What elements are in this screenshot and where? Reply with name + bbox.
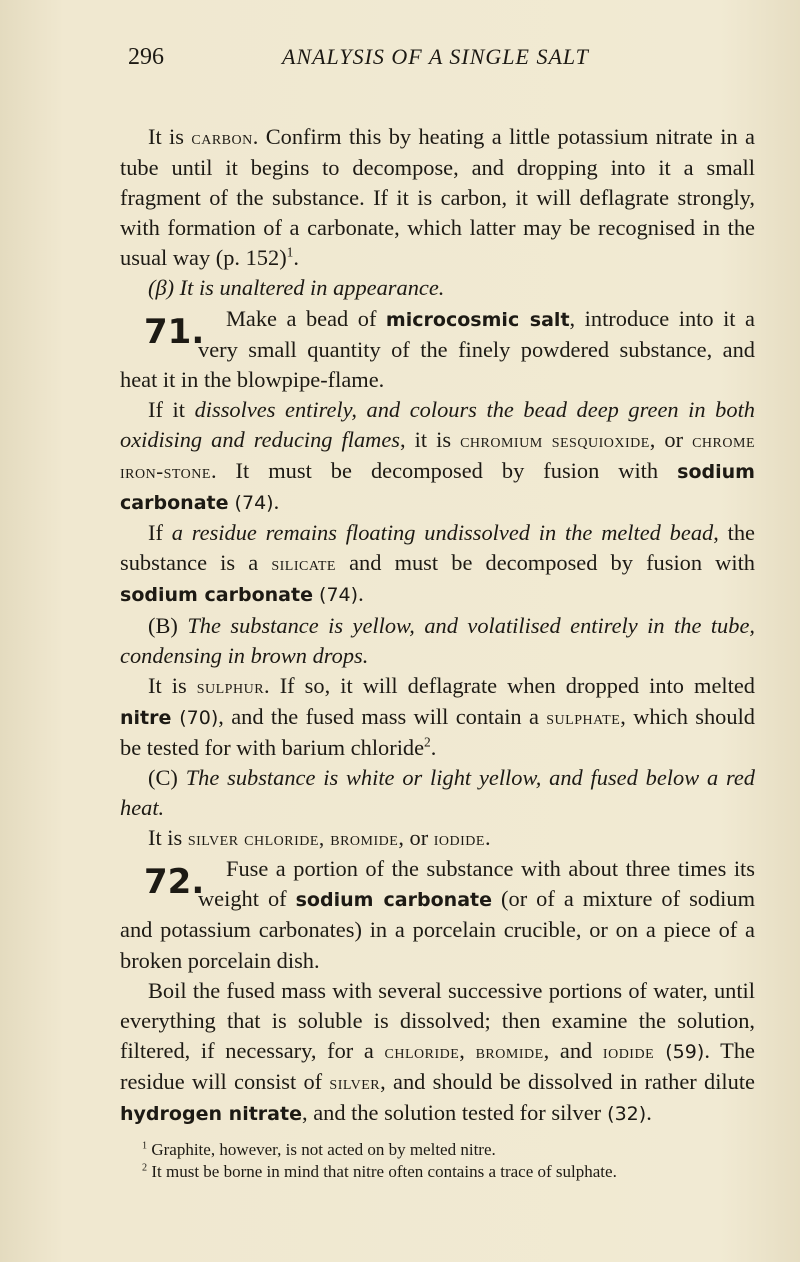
- paragraph-B: (B) The substance is yellow, and volatilised entirely in the tube, condensing in brown drops.: [120, 612, 755, 668]
- paragraph-silver: It is silver chloride, bromide, or iodide.: [148, 825, 491, 851]
- page-number: 296: [128, 44, 164, 70]
- footnote-ref-2: 2: [424, 734, 431, 750]
- paragraph-sulphur: It is sulphur. If so, it will deflagrate when dropped into melted nitre (70), and the fused mass will contain a sulphate, which should be tested for with barium chloride$^2$.: [120, 672, 755, 760]
- running-title: ANALYSIS OF A SINGLE SALT: [282, 44, 589, 69]
- section-number-71: 71.: [144, 311, 205, 352]
- footnote-2: $^2$ It must be borne in mind that nitre often contains a trace of sulphate.: [142, 1162, 617, 1182]
- paragraph-beta: (β) It is unaltered in appearance.: [148, 275, 445, 301]
- paragraph-chromium: If it dissolves entirely, and colours the bead deep green in both oxidising and reducing flames, it is chromium sesquioxide, or chrome iron-stone. It must be decomposed by fusion with sodium carbonate (74).: [120, 396, 755, 515]
- paragraph-carbon: It is carbon. Confirm this by heating a little potassium nitrate in a tube until it begins to decompose, and dropping into it a small fragment of the substance. If it is carbon, it will deflagrate strongly, with formation of a carbonate, which latter may be recognised in the usual way (p. 152)$^1$.: [120, 124, 755, 271]
- section-71: 71. Make a bead of microcosmic salt, introduce into it a very small quantity of the finely powdered substance, and heat it in the blowpipe-flame.: [120, 304, 755, 395]
- section-72: 72. Fuse a portion of the substance with about three times its weight of sodium carbonate (or of a mixture of sodium and potassium carbonates) in a porcelain crucible, or on a piece of a broken porcelain dish.: [120, 854, 755, 975]
- footnote-ref-1: 1: [286, 244, 294, 260]
- paragraph-C: (C) The substance is white or light yellow, and fused below a red heat.: [120, 764, 755, 821]
- page-header: [120, 30, 755, 74]
- paragraph-silicate: If a residue remains floating undissolved in the melted bead, the substance is a silicate and must be decomposed by fusion with sodium carbonate (74).: [120, 520, 755, 607]
- body-text: [120, 122, 755, 1129]
- paragraph-boil: Boil the fused mass with several successive portions of water, until everything that is soluble is dissolved; then examine the solution, filtered, if necessary, for a chloride, bromide, and iodide (59). The residue will consist of silver, and should be dissolved in rather dilute hydrogen nitrate, and the solution tested for silver (32).: [120, 977, 755, 1125]
- footnotes: [120, 1139, 755, 1183]
- section-number-72: 72.: [144, 862, 205, 903]
- footnote-1: $^1$ Graphite, however, is not acted on by melted nitre.: [142, 1140, 496, 1160]
